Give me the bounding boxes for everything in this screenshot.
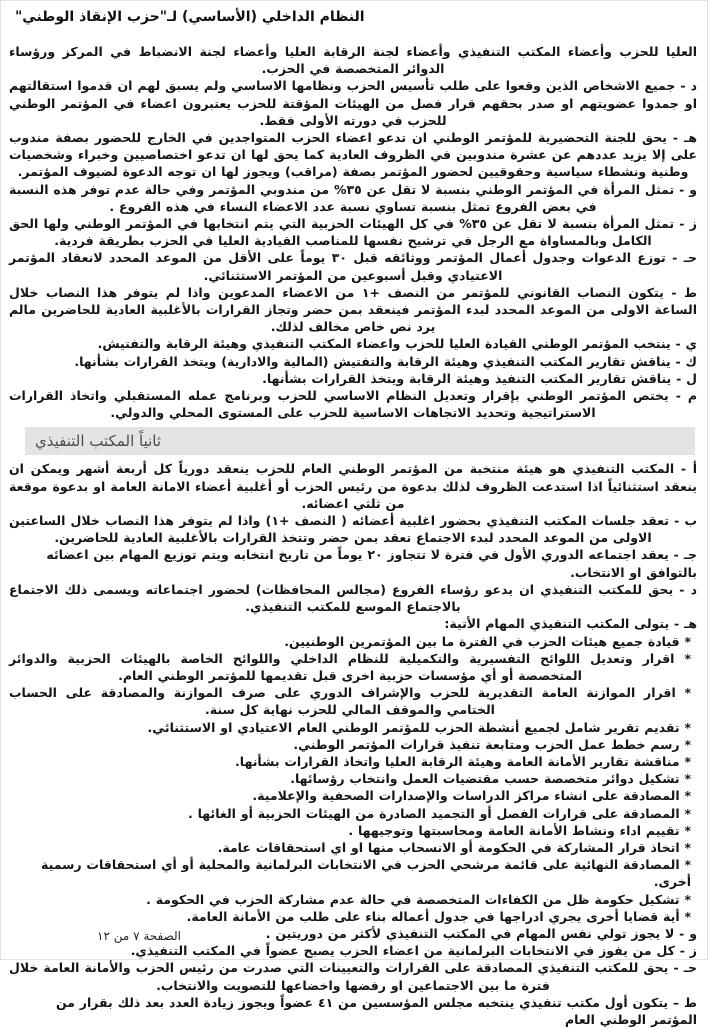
paragraph: ط - يتكون النصاب القانوني للمؤتمر من النصف +١ من الاعضاء المدعوين واذا لم يتوفر هذا النصاب خلال الساعة الاولى من الموعد المحدد لبدء المؤتمر فينعقد بمن حضر وتجاز القرارات بالأغلبية العادية للحاضرين مالم يرد نص خاص مخالف لذلك. xyxy=(9,284,697,335)
section-banner: ثانياً المكتب التنفيذي xyxy=(25,427,695,455)
bullet-item: * تقديم تقرير شامل لجميع أنشطة الحزب للمؤتمر الوطني العام الاعتيادي او الاستثنائي. xyxy=(147,719,691,735)
paragraph: م - يختص المؤتمر الوطني بإقرار وتعديل النظام الاساسي للحزب وبرنامج عمله المستقبلي واتخاذ القرارات الاستراتيجية وتحديد الاتجاهات الاساسية للحزب على المستوى المحلي والدولي. xyxy=(9,388,697,421)
paragraph: ك - يناقش تقارير المكتب التنفيذي وهيئة الرقابة والتفتيش (المالية والادارية) ويتخذ القرارات بشأنها. xyxy=(74,353,697,369)
paragraph: ب - تعقد جلسات المكتب التنفيذي بحضور اغلبية أعضائه ( النصف +١) واذا لم يتوفر هذا النصاب خلال الساعتين الاولى من الموعد المحدد لبدء الاجتماع تعقد بمن حضر وتتخذ القرارات بالأغلبية العادية للحاضرين. xyxy=(9,513,698,546)
paragraph: هـ - يتولى المكتب التنفيذي المهام الأتية: xyxy=(444,616,697,632)
bullet-item: * اقرار وتعديل اللوائح التفسيرية والتكميلية للنظام الداخلي واللوائح الخاصة بالهيئات الحزبية والدوائر المتخصصة أو أي مؤسسات حزبية اخرى قبل تقديمها للمؤتمر الوطني العام. xyxy=(9,650,691,683)
paragraph: حـ - يحق للمكتب التنفيذي المصادقة على القرارات والتعيينات التي صدرت من رئيس الحزب والأمانة العامة خلال فترة ما بين الاجتماعين او رفضها واخضاعها للتصويت والانتخاب. xyxy=(9,960,697,993)
paragraph: هـ - يحق للجنة التحضيرية للمؤتمر الوطني ان تدعو اعضاء الحزب المتواجدين في الخارج للحضور بصفة مندوب على إلا يزيد عددهم عن عشرة مندوبين في الظروف العادية كما يحق لها ان تدعو اختصاصيين وخبراء وشخصيات وطنية ونشطاء سياسية وحقوقيين لحضور المؤتمر بصفة (مراقب) ويجوز لها ان توجه الدعوة لضيوف المؤتمر. xyxy=(9,130,697,180)
paragraph: العليا للحزب وأعضاء المكتب التنفيذي وأعضاء لجنة الرقابة العليا وأعضاء لجنة الانضباط في المركز ورؤساء الدوائر المتخصصة في الحزب. xyxy=(9,44,697,77)
paragraph: ط – يتكون أول مكتب تنفيذي ينتخبه مجلس المؤسسين من ٤١ عضواً ويجوز زيادة العدد بعد ذلك بقرار من المؤتمر الوطني العام xyxy=(55,994,697,1027)
bullet-item: * المصادقة النهائية على قائمة مرشحي الحزب في الانتخابات البرلمانية والمحلية أو أي استحقاقات رسمية أخرى. xyxy=(41,857,691,890)
bullet-item: * تشكيل دوائر متخصصة حسب مقتضيات العمل وانتخاب رؤسائها. xyxy=(290,771,691,787)
paragraph: د - جميع الاشخاص الذين وقعوا على طلب تأسيس الحزب ونظامها الاساسي ولم يسبق لهم ان قدموا استقالتهم او جمدوا عضويتهم او صدر بحقهم قرار فصل من الهيئات المؤقتة للحزب يعتبرون اعضاء في المؤتمر الوطني للحزب في دورته الأولى فقط. xyxy=(9,78,697,128)
bullet-item: * المصادقة على انشاء مراكز الدراسات والإصدارات الصحفية والإعلامية. xyxy=(252,788,691,804)
paragraph: و - تمثل المرأة في المؤتمر الوطني بنسبة لا تقل عن ٣٥% من مندوبي المؤتمر وفي حالة عدم توفر هذه النسبة في بعض الفروع تمثل بنسبة تساوي نسبة عدد الاعضاء النساء في هذه الفروع . xyxy=(9,181,697,214)
bullet-item: * قيادة جميع هيئات الحزب في الفترة ما بين المؤتمرين الوطنيين. xyxy=(284,633,691,649)
paragraph: د - يحق للمكتب التنفيذي ان يدعو رؤساء الفروع (مجالس المحافظات) لحضور اجتماعاته ويسمى ذلك الاجتماع بالاجتماع الموسع للمكتب التنفيذي. xyxy=(9,581,697,615)
page-number: الصفحة ٧ من ١٢ xyxy=(97,929,182,943)
bullet-item: * اتخاذ قرار المشاركة في الحكومة أو الانسحاب منها او اي استحقاقات عامة. xyxy=(217,839,691,855)
page-title: النظام الداخلي (الأساسي) لـ"حزب الإنقاذ الوطني" xyxy=(15,9,365,25)
bullet-item: * المصادقة على قرارات الفصل أو التجميد الصادرة من الهيئات الحزبية أو الغائها . xyxy=(188,805,691,821)
paragraph: حـ - توزع الدعوات وجدول أعمال المؤتمر ووثائقه قبل ٣٠ يوماً على الأقل من الموعد المحدد لانعقاد المؤتمر الاعتيادي وقبل أسبوعين من المؤتمر الاستثنائي. xyxy=(9,250,697,283)
paragraph: و - لا يجوز تولي نفس المهام في المكتب التنفيذي لأكثر من دوريتين . xyxy=(265,925,697,941)
paragraph: أ - المكتب التنفيذي هو هيئة منتخبة من المؤتمر الوطني العام للحزب ينعقد دورياً كل أربعة أشهر ويمكن ان ينعقد استثنائياً اذا استدعت الظروف لذلك بدعوة من رئيس الحزب أو أغلبية أعضاء الامانة العامة او بدعوة موقعة من ثلثي اعضائه. xyxy=(9,461,697,511)
bullet-item: * تقييم اداء ونشاط الأمانة العامة ومحاسبتها وتوجيهها . xyxy=(348,822,691,838)
bullet-item: * اقرار الموازنة العامة التقديرية للحزب والإشراف الدوري على صرف الموازنة والمصادقة على الحساب الختامي والموقف المالي للحزب نهاية كل سنة. xyxy=(9,685,691,718)
bullet-item: * تشكيل حكومة ظل من الكفاءات المتخصصة في حالة عدم مشاركة الحزب في الحكومة . xyxy=(146,891,691,907)
paragraph: ل - يناقش تقارير المكتب التنفيذ وهيئة الرقابة ويتخذ القرارات بشأنها. xyxy=(262,370,697,386)
paragraph: ز - تمثل المرأة بنسبة لا تقل عن ٣٥% في كل الهيئات الحزبية التي يتم انتخابها في المؤتمر الوطني ولها الحق الكامل وبالمساواة مع الرجل في ترشيح نفسها للمناصب القيادية العليا في الحزب بطريقة فردية. xyxy=(9,216,697,249)
bullet-item: * مناقشة تقارير الأمانة العامة وهيئة الرقابة العليا واتخاذ القرارات بشأنها. xyxy=(235,753,691,769)
paragraph: ي - ينتخب المؤتمر الوطني القيادة العليا للحزب واعضاء المكتب التنفيذي وهيئة الرقابة والتفتيش. xyxy=(97,336,697,352)
bullet-item: * أية قضايا أخرى يجري ادراجها في جدول أعماله بناء على طلب من الأمانة العامة. xyxy=(186,908,691,924)
document-body xyxy=(9,43,697,1028)
paragraph: ز - كل من يفوز في الانتخابات البرلمانية من اعضاء الحزب يصبح عضواً في المكتب التنفيذي. xyxy=(130,943,697,959)
paragraph: جـ - يعقد اجتماعه الدوري الأول في فترة لا تتجاوز ٢٠ يوماً من تاريخ انتخابه ويتم توزيع المهام بين اعضائه بالتوافق او الانتخاب. xyxy=(46,547,697,580)
bullet-item: * رسم خطط عمل الحزب ومتابعة تنفيذ قرارات المؤتمر الوطني. xyxy=(293,736,691,752)
